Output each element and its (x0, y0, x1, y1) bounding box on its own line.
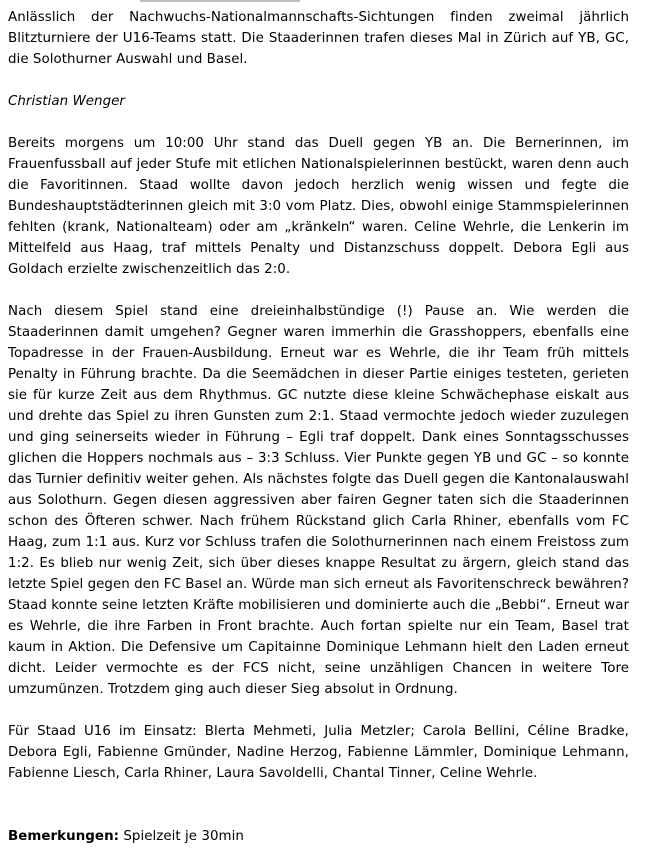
lead-paragraph: Anlässlich der Nachwuchs-Nationalmannschafts-Sichtungen finden zweimal jährlich Blitzturniere der U16-Teams statt. Die Staaderinnen trafen dieses Mal in Zürich auf YB, GC, die Solothurner Auswahl und Basel. (8, 10, 629, 67)
spacer (8, 700, 629, 721)
lineup-paragraph: Für Staad U16 im Einsatz: Blerta Mehmeti, Julia Metzler; Carola Bellini, Céline Bradke, Debora Egli, Fabienne Gmünder, Nadine Herzog, Fabienne Lämmler, Dominique Lehmann, Fabienne Liesch, Carla Rhiner, Laura Savoldelli, Chantal Tinner, Celine Wehrle. (8, 724, 629, 781)
match-report-paragraph-1: Bereits morgens um 10:00 Uhr stand das Duell gegen YB an. Die Bernerinnen, im Frauenfussball auf jeder Stufe mit etlichen Nationalspielerinnen bestückt, waren denn auch die Favoritinnen. Staad wollte davon jedoch herzlich wenig wissen und fegte die Bundeshauptstädterinnen gleich mit 3:0 vom Platz. Dies, obwohl einige Stammspielerinnen fehlten (krank, Nationalteam) oder am „kränkeln“ waren. Celine Wehrle, die Lenkerin im Mittelfeld aus Haag, traf mittels Penalty und Distanzschuss doppelt. Debora Egli aus Goldach erzielte zwischenzeitlich das 2:0. (8, 136, 629, 277)
spacer (8, 70, 629, 91)
remarks-text: Spielzeit je 30min (119, 829, 244, 844)
top-divider (140, 0, 300, 2)
author-name: Christian Wenger (8, 94, 125, 109)
match-report-paragraph-2: Nach diesem Spiel stand eine dreieinhalbstündige (!) Pause an. Wie werden die Staaderinnen damit umgehen? Gegner waren immerhin die Grasshoppers, ebenfalls eine Topadresse in der Frauen-Ausbildung. Erneut war es Wehrle, die ihr Team früh mittels Penalty in Führung brachte. Da die Seemädchen in dieser Partie einiges testeten, gerieten sie für kurze Zeit aus dem Rhythmus. GC nutzte diese kleine Schwächephase eiskalt aus und drehte das Spiel zu ihren Gunsten zum 2:1. Staad vermochte jedoch wieder zuzulegen und ging seinerseits wieder in Führung – Egli traf doppelt. Dank eines Sonntagsschusses glichen die Hoppers nochmals aus – 3:3 Schluss. Vier Punkte gegen YB und GC – so konnte das Turnier definitiv weiter gehen. Als nächstes folgte das Duell gegen die Kantonalauswahl aus Solothurn. Gegen diesen aggressiven aber fairen Gegner taten sich die Staaderinnen schon des Öfteren schwer. Nach frühem Rückstand glich Carla Rhiner, ebenfalls vom FC Haag, zum 1:1 aus. Kurz vor Schluss trafen die Solothurnerinnen nach einem Freistoss zum 1:2. Es blieb nur wenig Zeit, sich über dieses knappe Resultat zu ärgern, gleich stand das letzte Spiel gegen den FC Basel an. Würde man sich erneut als Favoritenschreck bewähren? Staad konnte seine letzten Kräfte mobilisieren und dominierte auch die „Bebbi“. Erneut war es Wehrle, die ihre Farben in Front brachte. Auch fortan spielte nur ein Team, Basel trat kaum in Aktion. Die Defensive um Capitainne Dominique Lehmann hielt den Laden erneut dicht. Leider vermochte es der FCS nicht, seine unzähligen Chancen in weitere Tore umzumünzen. Trotzdem ging auch dieser Sieg absolut in Ordnung. (8, 304, 629, 697)
remarks-label: Bemerkungen: (8, 829, 120, 844)
remarks-line (8, 826, 629, 847)
spacer (8, 280, 629, 301)
spacer (8, 784, 629, 826)
spacer (8, 112, 629, 133)
